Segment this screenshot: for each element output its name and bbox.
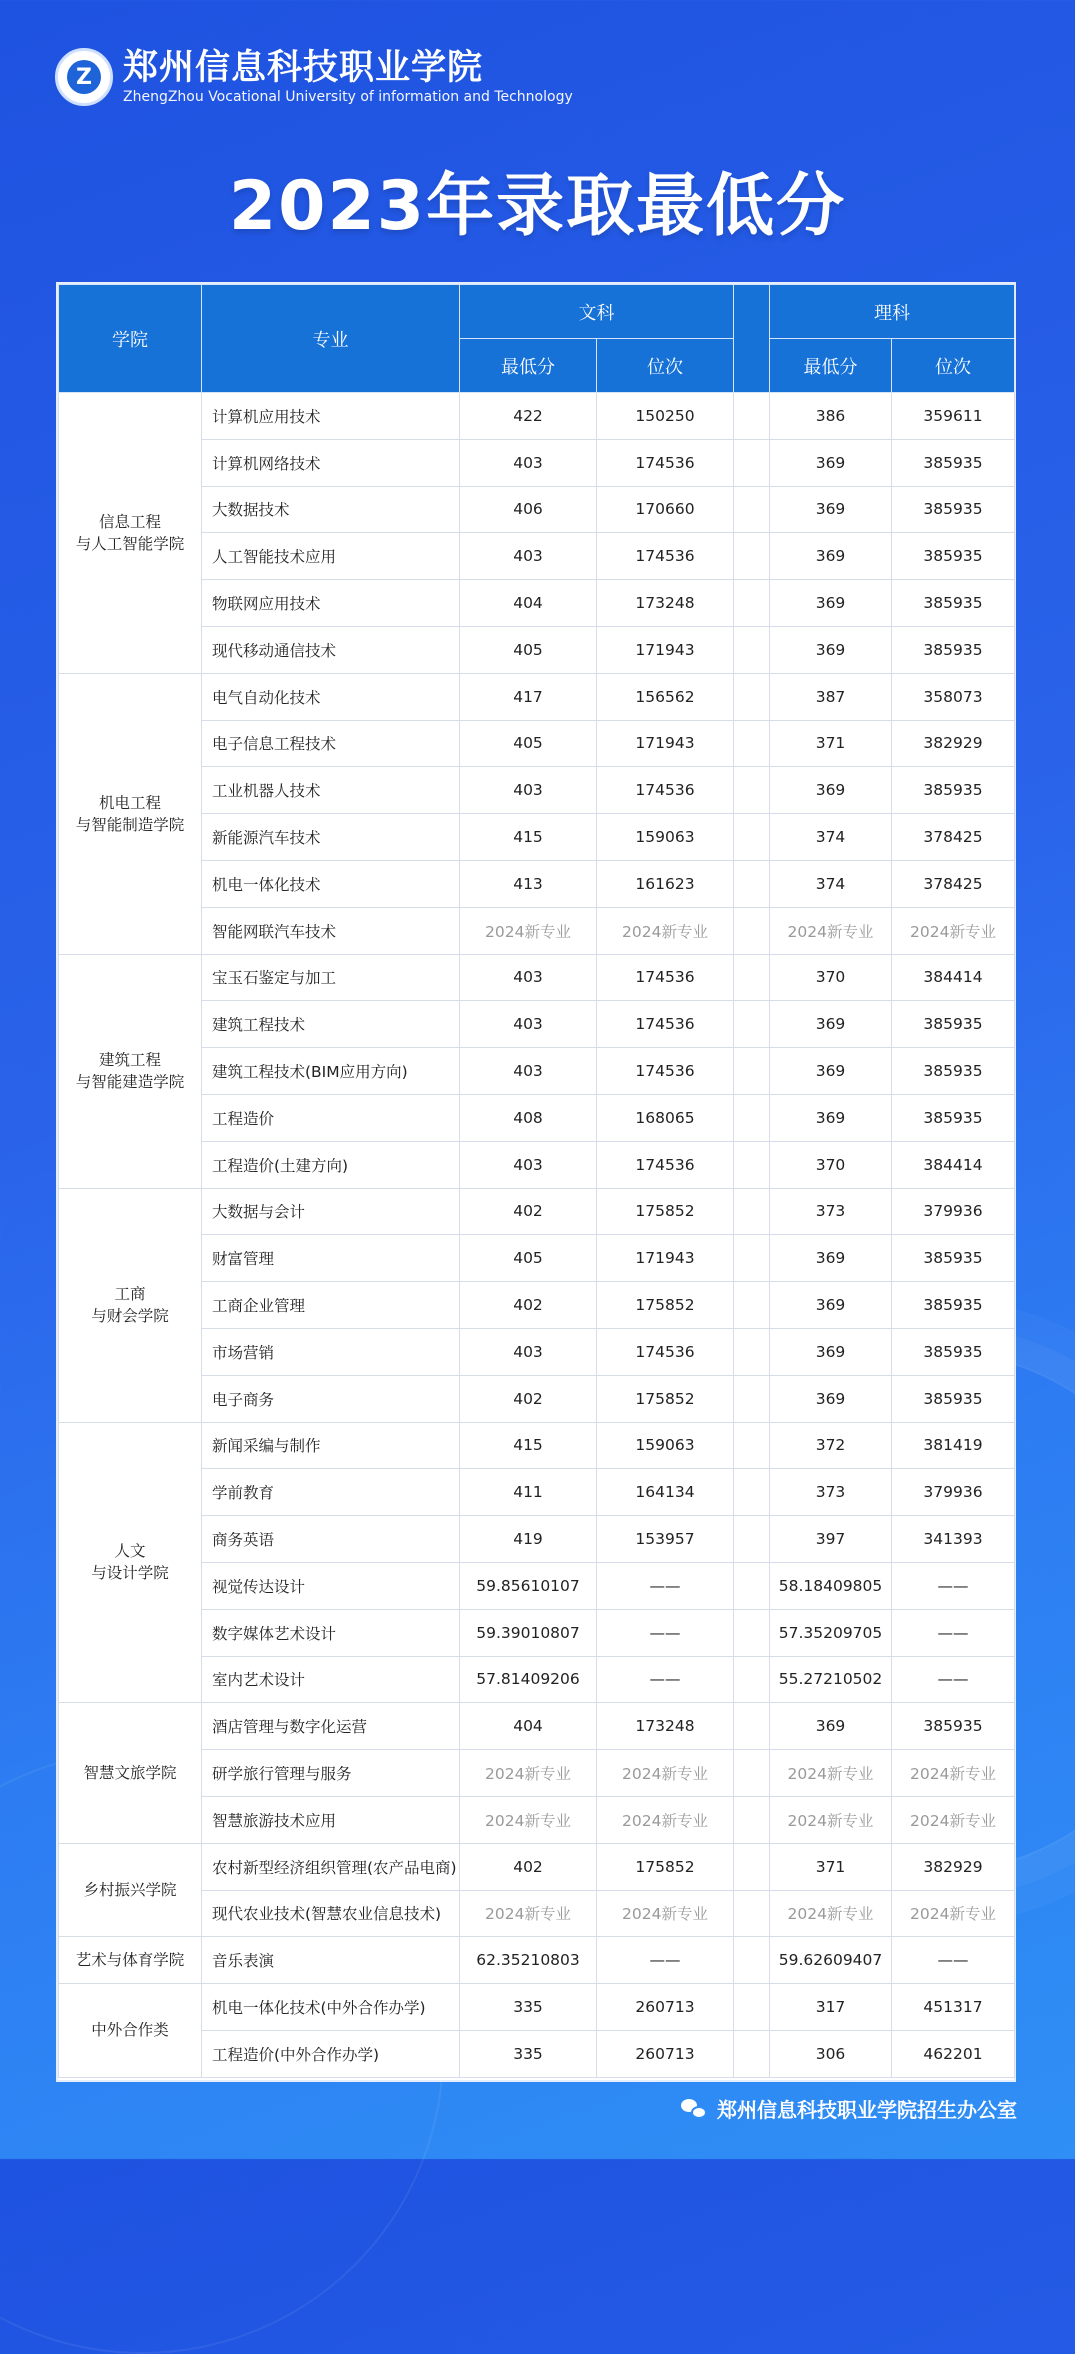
li-rank: 378425	[892, 814, 1015, 861]
wen-min-score: 408	[460, 1094, 597, 1141]
major-cell: 宝玉石鉴定与加工	[202, 954, 460, 1001]
li-min-score: 369	[770, 1048, 892, 1095]
gap-cell	[734, 1562, 770, 1609]
college-name: 智慧文旅学院	[59, 1703, 202, 1843]
li-min-score: 374	[770, 814, 892, 861]
wen-rank: 174536	[597, 1328, 734, 1375]
wen-min-score: 411	[460, 1469, 597, 1516]
li-min-score: 386	[770, 393, 892, 440]
gap-cell	[734, 1609, 770, 1656]
li-rank: 2024新专业	[892, 1750, 1015, 1797]
li-min-score: 58.18409805	[770, 1562, 892, 1609]
li-min-score: 369	[770, 439, 892, 486]
school-name-en: ZhengZhou Vocational University of information and Technology	[123, 89, 573, 105]
li-min-score: 55.27210502	[770, 1656, 892, 1703]
wen-rank: 2024新专业	[597, 1890, 734, 1937]
wen-rank: 164134	[597, 1469, 734, 1516]
major-cell: 新闻采编与制作	[202, 1422, 460, 1469]
gap-cell	[734, 1048, 770, 1095]
li-rank: 385935	[892, 533, 1015, 580]
gap-cell	[734, 1422, 770, 1469]
table-row	[59, 1750, 1015, 1797]
major-cell: 音乐表演	[202, 1937, 460, 1984]
wen-min-score: 335	[460, 1984, 597, 2031]
gap-cell	[734, 1375, 770, 1422]
major-cell: 大数据技术	[202, 486, 460, 533]
wen-min-score: 415	[460, 1422, 597, 1469]
wen-rank: 159063	[597, 1422, 734, 1469]
gap-cell	[734, 626, 770, 673]
li-rank: 385935	[892, 439, 1015, 486]
li-rank: 385935	[892, 767, 1015, 814]
table-row	[59, 1282, 1015, 1329]
wen-min-score: 59.85610107	[460, 1562, 597, 1609]
gap-cell	[734, 1001, 770, 1048]
table-row	[59, 1937, 1015, 1984]
score-table-container	[56, 282, 1016, 2082]
wen-min-score: 402	[460, 1282, 597, 1329]
major-cell: 室内艺术设计	[202, 1656, 460, 1703]
wen-rank: 153957	[597, 1516, 734, 1563]
wen-min-score: 403	[460, 1141, 597, 1188]
wen-min-score: 403	[460, 954, 597, 1001]
li-rank: ——	[892, 1609, 1015, 1656]
major-cell: 农村新型经济组织管理(农产品电商)	[202, 1843, 460, 1890]
wen-rank: ——	[597, 1562, 734, 1609]
li-rank: 2024新专业	[892, 1796, 1015, 1843]
li-min-score: 59.62609407	[770, 1937, 892, 1984]
major-cell: 现代移动通信技术	[202, 626, 460, 673]
major-cell: 计算机网络技术	[202, 439, 460, 486]
gap-cell	[734, 767, 770, 814]
table-row	[59, 1235, 1015, 1282]
li-min-score: 317	[770, 1984, 892, 2031]
gap-cell	[734, 1796, 770, 1843]
major-cell: 视觉传达设计	[202, 1562, 460, 1609]
li-min-score: 369	[770, 1703, 892, 1750]
wen-rank: 2024新专业	[597, 1796, 734, 1843]
table-row	[59, 720, 1015, 767]
wen-rank: 2024新专业	[597, 1750, 734, 1797]
wen-rank: ——	[597, 1656, 734, 1703]
table-row	[59, 580, 1015, 627]
table-row	[59, 2030, 1015, 2077]
major-cell: 智慧旅游技术应用	[202, 1796, 460, 1843]
li-min-score: 373	[770, 1469, 892, 1516]
table-row	[59, 954, 1015, 1001]
wen-rank: 174536	[597, 439, 734, 486]
major-cell: 工程造价(土建方向)	[202, 1141, 460, 1188]
li-rank: 382929	[892, 720, 1015, 767]
wen-rank: 2024新专业	[597, 907, 734, 954]
wen-min-score: 405	[460, 626, 597, 673]
li-min-score: 372	[770, 1422, 892, 1469]
wen-min-score: 2024新专业	[460, 1750, 597, 1797]
gap-cell	[734, 1937, 770, 1984]
wen-rank: 171943	[597, 626, 734, 673]
wen-min-score: 2024新专业	[460, 1796, 597, 1843]
major-cell: 学前教育	[202, 1469, 460, 1516]
gap-cell	[734, 1235, 770, 1282]
major-cell: 市场营销	[202, 1328, 460, 1375]
major-cell: 酒店管理与数字化运营	[202, 1703, 460, 1750]
wechat-icon	[681, 2099, 707, 2119]
li-min-score: 2024新专业	[770, 1796, 892, 1843]
gap-cell	[734, 1984, 770, 2031]
li-min-score: 369	[770, 1328, 892, 1375]
li-min-score: 2024新专业	[770, 907, 892, 954]
li-rank: 382929	[892, 1843, 1015, 1890]
table-row	[59, 1328, 1015, 1375]
major-cell: 电子商务	[202, 1375, 460, 1422]
major-cell: 工业机器人技术	[202, 767, 460, 814]
wen-min-score: 403	[460, 439, 597, 486]
wen-rank: 260713	[597, 2030, 734, 2077]
wen-rank: 175852	[597, 1375, 734, 1422]
wen-rank: 173248	[597, 1703, 734, 1750]
major-cell: 建筑工程技术	[202, 1001, 460, 1048]
gap-cell	[734, 439, 770, 486]
major-cell: 商务英语	[202, 1516, 460, 1563]
li-min-score: 2024新专业	[770, 1750, 892, 1797]
wen-rank: 175852	[597, 1282, 734, 1329]
gap-cell	[734, 720, 770, 767]
wen-rank: 156562	[597, 673, 734, 720]
table-row	[59, 533, 1015, 580]
footer-text: 郑州信息科技职业学院招生办公室	[717, 2098, 1017, 2122]
wen-rank: 174536	[597, 767, 734, 814]
li-rank: ——	[892, 1937, 1015, 1984]
college-name: 建筑工程 与智能建造学院	[59, 954, 202, 1188]
table-row	[59, 1094, 1015, 1141]
li-min-score: 371	[770, 720, 892, 767]
li-min-score: 370	[770, 954, 892, 1001]
table-row	[59, 1796, 1015, 1843]
table-row	[59, 1703, 1015, 1750]
table-row	[59, 1562, 1015, 1609]
gap-cell	[734, 486, 770, 533]
gap-cell	[734, 1890, 770, 1937]
wen-min-score: 417	[460, 673, 597, 720]
gap-cell	[734, 814, 770, 861]
li-min-score: 369	[770, 626, 892, 673]
wen-min-score: 404	[460, 1703, 597, 1750]
college-name: 艺术与体育学院	[59, 1937, 202, 1984]
table-row	[59, 1048, 1015, 1095]
wen-rank: ——	[597, 1937, 734, 1984]
header-gap	[734, 285, 770, 393]
li-min-score: 306	[770, 2030, 892, 2077]
table-row	[59, 1843, 1015, 1890]
gap-cell	[734, 533, 770, 580]
li-rank: 385935	[892, 1001, 1015, 1048]
major-cell: 数字媒体艺术设计	[202, 1609, 460, 1656]
li-rank: 385935	[892, 1375, 1015, 1422]
table-row	[59, 860, 1015, 907]
table-row	[59, 1890, 1015, 1937]
header-group-li: 理科	[770, 285, 1015, 339]
wen-min-score: 403	[460, 1328, 597, 1375]
header-li-rank: 位次	[892, 339, 1015, 393]
wen-min-score: 57.81409206	[460, 1656, 597, 1703]
wen-rank: 171943	[597, 1235, 734, 1282]
major-cell: 新能源汽车技术	[202, 814, 460, 861]
wen-rank: 175852	[597, 1188, 734, 1235]
wen-min-score: 403	[460, 1048, 597, 1095]
wen-min-score: 403	[460, 533, 597, 580]
gap-cell	[734, 2030, 770, 2077]
gap-cell	[734, 1656, 770, 1703]
li-min-score: 2024新专业	[770, 1890, 892, 1937]
major-cell: 电子信息工程技术	[202, 720, 460, 767]
wen-min-score: 402	[460, 1375, 597, 1422]
major-cell: 机电一体化技术	[202, 860, 460, 907]
major-cell: 机电一体化技术(中外合作办学)	[202, 1984, 460, 2031]
major-cell: 电气自动化技术	[202, 673, 460, 720]
gap-cell	[734, 1282, 770, 1329]
wen-min-score: 59.39010807	[460, 1609, 597, 1656]
li-min-score: 369	[770, 533, 892, 580]
wen-rank: 150250	[597, 393, 734, 440]
table-row	[59, 1656, 1015, 1703]
li-min-score: 369	[770, 580, 892, 627]
gap-cell	[734, 954, 770, 1001]
gap-cell	[734, 1328, 770, 1375]
li-min-score: 370	[770, 1141, 892, 1188]
li-rank: 358073	[892, 673, 1015, 720]
wen-rank: 174536	[597, 954, 734, 1001]
gap-cell	[734, 1516, 770, 1563]
li-min-score: 369	[770, 1001, 892, 1048]
wen-min-score: 404	[460, 580, 597, 627]
wen-rank: 174536	[597, 1141, 734, 1188]
wen-min-score: 403	[460, 767, 597, 814]
major-cell: 财富管理	[202, 1235, 460, 1282]
gap-cell	[734, 1094, 770, 1141]
gap-cell	[734, 673, 770, 720]
table-body	[59, 393, 1015, 2078]
gap-cell	[734, 1141, 770, 1188]
table-row	[59, 393, 1015, 440]
wen-rank: 170660	[597, 486, 734, 533]
header-major: 专业	[202, 285, 460, 393]
li-min-score: 369	[770, 1094, 892, 1141]
table-row	[59, 626, 1015, 673]
wen-min-score: 335	[460, 2030, 597, 2077]
major-cell: 研学旅行管理与服务	[202, 1750, 460, 1797]
college-name: 工商 与财会学院	[59, 1188, 202, 1422]
table-row	[59, 907, 1015, 954]
college-name: 乡村振兴学院	[59, 1843, 202, 1937]
wen-min-score: 405	[460, 720, 597, 767]
wen-rank: 174536	[597, 1001, 734, 1048]
li-rank: 385935	[892, 486, 1015, 533]
li-min-score: 374	[770, 860, 892, 907]
li-rank: 384414	[892, 954, 1015, 1001]
li-min-score: 369	[770, 1235, 892, 1282]
header-wen-rank: 位次	[597, 339, 734, 393]
major-cell: 人工智能技术应用	[202, 533, 460, 580]
wen-rank: 161623	[597, 860, 734, 907]
li-min-score: 369	[770, 1282, 892, 1329]
wen-min-score: 62.35210803	[460, 1937, 597, 1984]
major-cell: 建筑工程技术(BIM应用方向)	[202, 1048, 460, 1095]
li-min-score: 369	[770, 1375, 892, 1422]
table-row	[59, 1609, 1015, 1656]
li-rank: 385935	[892, 1328, 1015, 1375]
table-row	[59, 1984, 1015, 2031]
li-rank: 451317	[892, 1984, 1015, 2031]
table-row	[59, 1141, 1015, 1188]
major-cell: 现代农业技术(智慧农业信息技术)	[202, 1890, 460, 1937]
major-cell: 智能网联汽车技术	[202, 907, 460, 954]
college-name: 机电工程 与智能制造学院	[59, 673, 202, 954]
li-rank: 385935	[892, 626, 1015, 673]
table-row	[59, 1375, 1015, 1422]
major-cell: 工程造价	[202, 1094, 460, 1141]
school-header	[55, 48, 573, 106]
li-rank: 379936	[892, 1469, 1015, 1516]
gap-cell	[734, 1469, 770, 1516]
score-table	[58, 284, 1015, 2078]
wen-min-score: 419	[460, 1516, 597, 1563]
wen-rank: 174536	[597, 1048, 734, 1095]
college-name: 中外合作类	[59, 1984, 202, 2078]
header-group-wen: 文科	[460, 285, 734, 339]
gap-cell	[734, 393, 770, 440]
li-rank: 341393	[892, 1516, 1015, 1563]
li-rank: 378425	[892, 860, 1015, 907]
header-li-min: 最低分	[770, 339, 892, 393]
wen-rank: 175852	[597, 1843, 734, 1890]
wen-rank: 173248	[597, 580, 734, 627]
wen-min-score: 402	[460, 1188, 597, 1235]
li-min-score: 397	[770, 1516, 892, 1563]
gap-cell	[734, 1703, 770, 1750]
wen-min-score: 402	[460, 1843, 597, 1890]
wen-min-score: 415	[460, 814, 597, 861]
header-college: 学院	[59, 285, 202, 393]
major-cell: 计算机应用技术	[202, 393, 460, 440]
major-cell: 大数据与会计	[202, 1188, 460, 1235]
wen-min-score: 2024新专业	[460, 1890, 597, 1937]
table-row	[59, 439, 1015, 486]
wen-rank: 171943	[597, 720, 734, 767]
wen-rank: 168065	[597, 1094, 734, 1141]
li-min-score: 57.35209705	[770, 1609, 892, 1656]
li-min-score: 369	[770, 767, 892, 814]
table-row	[59, 1469, 1015, 1516]
page-title: 2023年录取最低分	[228, 167, 847, 246]
table-row	[59, 1188, 1015, 1235]
li-rank: 379936	[892, 1188, 1015, 1235]
li-rank: 462201	[892, 2030, 1015, 2077]
table-row	[59, 767, 1015, 814]
wen-min-score: 405	[460, 1235, 597, 1282]
li-rank: 359611	[892, 393, 1015, 440]
table-row	[59, 1001, 1015, 1048]
wen-min-score: 403	[460, 1001, 597, 1048]
table-row	[59, 1516, 1015, 1563]
li-rank: 385935	[892, 580, 1015, 627]
li-rank: 385935	[892, 1048, 1015, 1095]
li-rank: 384414	[892, 1141, 1015, 1188]
li-rank: 385935	[892, 1282, 1015, 1329]
gap-cell	[734, 1188, 770, 1235]
li-min-score: 373	[770, 1188, 892, 1235]
wen-rank: ——	[597, 1609, 734, 1656]
wen-rank: 159063	[597, 814, 734, 861]
gap-cell	[734, 1750, 770, 1797]
li-rank: ——	[892, 1656, 1015, 1703]
wen-rank: 174536	[597, 533, 734, 580]
li-min-score: 371	[770, 1843, 892, 1890]
major-cell: 工商企业管理	[202, 1282, 460, 1329]
header-wen-min: 最低分	[460, 339, 597, 393]
college-name: 信息工程 与人工智能学院	[59, 393, 202, 674]
wen-min-score: 413	[460, 860, 597, 907]
table-row	[59, 814, 1015, 861]
wen-min-score: 406	[460, 486, 597, 533]
li-rank: 2024新专业	[892, 907, 1015, 954]
li-rank: 385935	[892, 1235, 1015, 1282]
gap-cell	[734, 1843, 770, 1890]
wen-min-score: 422	[460, 393, 597, 440]
li-rank: ——	[892, 1562, 1015, 1609]
li-rank: 385935	[892, 1094, 1015, 1141]
major-cell: 物联网应用技术	[202, 580, 460, 627]
table-row	[59, 673, 1015, 720]
li-min-score: 369	[770, 486, 892, 533]
school-name-cn: 郑州信息科技职业学院	[123, 48, 484, 88]
table-row	[59, 1422, 1015, 1469]
footer	[681, 2094, 1017, 2123]
school-logo-icon	[55, 48, 113, 106]
gap-cell	[734, 907, 770, 954]
major-cell: 工程造价(中外合作办学)	[202, 2030, 460, 2077]
wen-rank: 260713	[597, 1984, 734, 2031]
wen-min-score: 2024新专业	[460, 907, 597, 954]
college-name: 人文 与设计学院	[59, 1422, 202, 1703]
li-rank: 385935	[892, 1703, 1015, 1750]
gap-cell	[734, 860, 770, 907]
table-row	[59, 486, 1015, 533]
li-min-score: 387	[770, 673, 892, 720]
li-rank: 2024新专业	[892, 1890, 1015, 1937]
gap-cell	[734, 580, 770, 627]
li-rank: 381419	[892, 1422, 1015, 1469]
